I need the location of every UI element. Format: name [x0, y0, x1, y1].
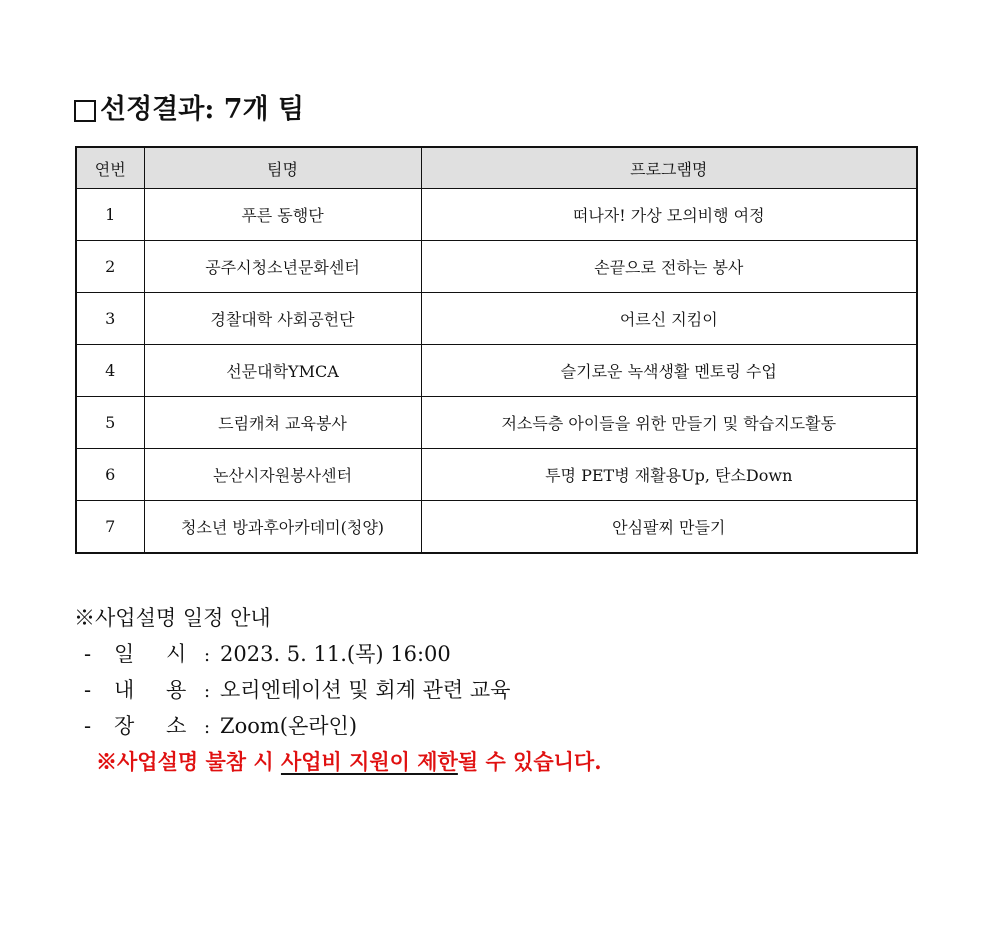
notice-section — [74, 600, 602, 780]
warning-underlined: 사업비 지원이 제한 — [280, 749, 458, 774]
header-program: 프로그램명 — [421, 147, 917, 189]
table-row — [76, 345, 917, 397]
cell-program: 어르신 지킴이 — [421, 293, 917, 345]
cell-team: 경찰대학 사회공헌단 — [144, 293, 421, 345]
cell-number: 7 — [76, 501, 144, 554]
notice-item-datetime — [74, 636, 602, 672]
cell-number: 2 — [76, 241, 144, 293]
item-colon: : — [204, 681, 211, 702]
cell-program: 떠나자! 가상 모의비행 여정 — [421, 189, 917, 241]
item-label: 장 소 — [114, 714, 187, 738]
table-header-row — [76, 147, 917, 189]
table-row — [76, 397, 917, 449]
checkbox-icon — [74, 100, 96, 122]
cell-program: 손끝으로 전하는 봉사 — [421, 241, 917, 293]
item-colon: : — [204, 645, 211, 666]
cell-program: 저소득층 아이들을 위한 만들기 및 학습지도활동 — [421, 397, 917, 449]
notice-item-content — [74, 672, 602, 708]
dash-bullet: - — [84, 642, 92, 666]
dash-bullet: - — [84, 678, 92, 702]
table-row — [76, 189, 917, 241]
item-value: Zoom(온라인) — [220, 714, 358, 738]
item-label: 일 시 — [114, 642, 187, 666]
item-value: 2023. 5. 11.(목) 16:00 — [220, 642, 451, 666]
cell-number: 4 — [76, 345, 144, 397]
item-label: 내 용 — [114, 678, 187, 702]
cell-team: 청소년 방과후아카데미(청양) — [144, 501, 421, 554]
cell-team: 푸른 동행단 — [144, 189, 421, 241]
cell-number: 1 — [76, 189, 144, 241]
cell-team: 선문대학YMCA — [144, 345, 421, 397]
cell-number: 6 — [76, 449, 144, 501]
cell-number: 3 — [76, 293, 144, 345]
cell-program: 안심팔찌 만들기 — [421, 501, 917, 554]
cell-program: 투명 PET병 재활용Up, 탄소Down — [421, 449, 917, 501]
warning-message: ※사업설명 불참 시 사업비 지원이 제한될 수 있습니다. — [96, 749, 602, 774]
results-table — [75, 146, 918, 554]
section-heading-text: 선정결과: 7개 팀 — [100, 94, 305, 125]
notice-item-place — [74, 708, 602, 744]
cell-team: 드림캐쳐 교육봉사 — [144, 397, 421, 449]
cell-program: 슬기로운 녹색생활 멘토링 수업 — [421, 345, 917, 397]
cell-team: 공주시청소년문화센터 — [144, 241, 421, 293]
notice-title: ※사업설명 일정 안내 — [74, 606, 271, 630]
table-row — [76, 241, 917, 293]
section-heading — [74, 90, 304, 130]
cell-number: 5 — [76, 397, 144, 449]
item-colon: : — [204, 717, 211, 738]
table-row — [76, 449, 917, 501]
header-team: 팀명 — [144, 147, 421, 189]
table-row — [76, 293, 917, 345]
header-number: 연번 — [76, 147, 144, 189]
item-value: 오리엔테이션 및 회계 관련 교육 — [220, 678, 511, 702]
table-row — [76, 501, 917, 554]
dash-bullet: - — [84, 714, 92, 738]
cell-team: 논산시자원봉사센터 — [144, 449, 421, 501]
